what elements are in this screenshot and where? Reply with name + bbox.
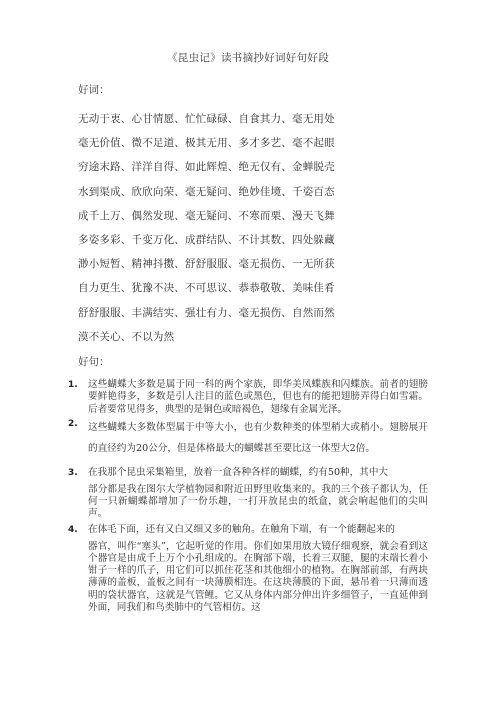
sentence-item [68,418,428,459]
words-line: 多姿多彩、千变万化、成群结队、不计其数、四处躲藏 [78,233,335,246]
sentences-list [68,379,428,614]
words-line: 无动于衷、心甘情愿、忙忙碌碌、自食其力、毫无用处 [78,113,335,125]
words-line: 渺小短暂、精神抖擞、舒舒服服、毫无损伤、一无所获 [78,258,335,271]
sentence-item [68,379,428,416]
sentence-number: 3. [68,468,78,479]
sentence-text [88,520,428,614]
sentence-number: 4. [68,525,78,536]
sentences-section-label: 好句： [78,356,110,368]
sentence-item [68,520,428,614]
words-line: 毫无价值、微不足道、极其无用、多才多艺、毫不起眼 [78,137,335,150]
sentence-text-rest: 器官，叫作“塞头”，它起听觉的作用。你们如果用放大镜仔细观察，就会看到这个器官是由成千上万个小孔组成的。在胸部下端，长着三双腿，腿的末端长着小钳子一样的爪子，用它们可以抓住花茎和其他细小的植物。在胸部前部，有两块薄薄的盖板，盖板之间有一块薄膜相连。在这块薄膜的下面，悬吊着一只薄而透明的袋状器官，这就是气管鲤。它又从身体内部分伸出许多细管子，一直延伸到外面，同我们和鸟类肺中的气管相仿。这 [88,540,428,613]
words-line: 自力更生、犹豫不决、不可思议、恭恭敬敬、美味佳肴 [78,282,335,295]
words-line: 水到渠成、欣欣向荣、毫无疑问、绝妙佳境、千姿百态 [78,185,335,198]
sentence-number: 2. [68,419,78,430]
sentence-text: 这些蝴蝶大多数是属于同一科的两个家族，即华美凤蝶族和闪蝶族。前者的翅膀要鲜艳得多，多数是引人注目的蓝色或黑色，但也有的能把翅膀弄得白如雪霜。后者要常见得多，典型的是铜色或暗褐色，翅缘有金属光泽。 [88,379,428,415]
words-list [78,110,418,352]
sentence-text [88,463,428,520]
sentence-number: 1. [68,380,78,390]
page-title: 《昆虫记》读书摘抄好词好句好段 [167,52,329,64]
sentence-text-rest: 部分都是我在图尔大学植物园和附近田野里收集来的。我的三个孩子都认为，任何一只新蝴蝶都增加了一份乐趣，一打开放昆虫的纸盒，就会响起他们的尖叫声。 [88,483,428,520]
sentence-text-line: 在体毛下面，还有又白又细又多的触角。在触角下端，有一个能翻起来的 [88,524,395,536]
words-line: 穷途末路、洋洋自得、如此辉煌、绝无仅有、金蝉脱壳 [78,161,335,174]
sentence-item [68,463,428,520]
words-line: 成千上万、偶然发现、毫无疑问、不寒而栗、漫天飞舞 [78,209,335,222]
words-section-label: 好词： [78,84,110,96]
sentence-text-line: 在我那个昆虫采集箱里，放着一盒各种各样的蝴蝶，约有50种，其中大 [88,467,389,479]
sentence-text: 这些蝴蝶大多数体型属于中等大小，也有少数种类的体型稍大或稍小。翅膀展开的直径约为20公分，但是体格最大的蝴蝶甚至要比这一体型大2倍。 [88,422,428,454]
words-line: 漠不关心、不以为然 [78,330,175,343]
words-line: 舒舒服服、丰满结实、强壮有力、毫无损伤、自然而然 [78,306,335,319]
